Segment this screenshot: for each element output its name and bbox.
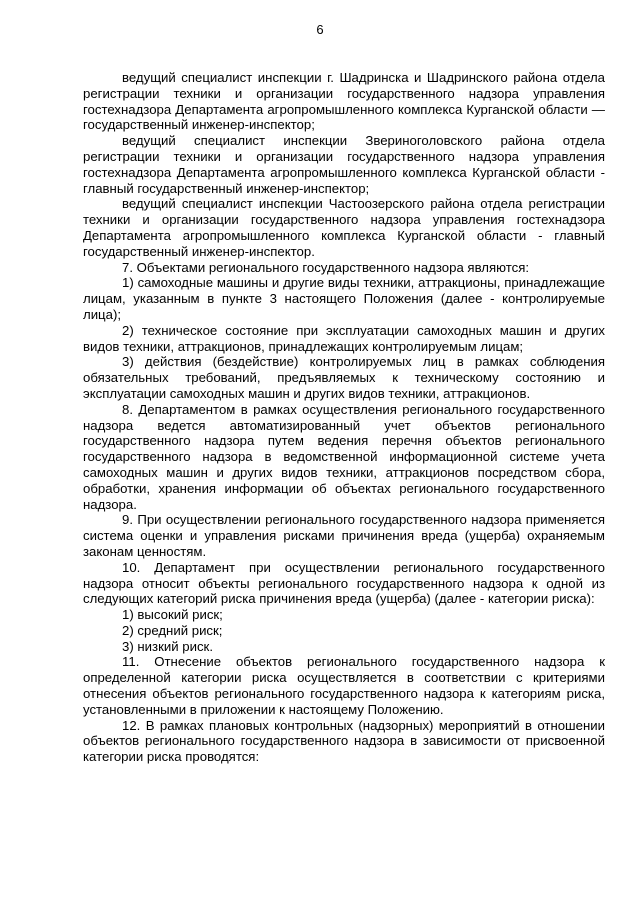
paragraph-item-12: 12. В рамках плановых контрольных (надзорных) мероприятий в отношении объектов регионального государственного надзора в зависимости от присвоенной категории риска проводятся: (83, 717, 605, 765)
paragraph-zverinogolovsky-inspector: ведущий специалист инспекции Звериноголовского района отдела регистрации техники и организации государственного надзора управления гостехнадзора Департамента агропромышленного комплекса Курганской области - главный государственный инженер-инспектор; (83, 133, 605, 196)
paragraph-risk-medium: 2) средний риск; (122, 622, 223, 638)
paragraph-item-10: 10. Департамент при осуществлении регионального государственного надзора относит объекты регионального государственного надзора к одной из следующих категорий риска причинения вреда (ущерба) (далее - категории риска): (83, 559, 605, 607)
paragraph-item-7: 7. Объектами регионального государственного надзора являются: (122, 259, 530, 275)
paragraph-item-8: 8. Департаментом в рамках осуществления регионального государственного надзора ведется автоматизированный учет объектов регионального государственного надзора путем ведения перечня объектов регионального государственного надзора в ведомственной информационной системе учета самоходных машин и других видов техники, аттракционов посредством сбора, обработки, хранения информации об объектах регионального государственного надзора. (83, 401, 605, 512)
paragraph-item-11: 11. Отнесение объектов регионального государственного надзора к определенной категории риска осуществляется в соответствии с критериями отнесения объектов регионального государственного надзора к категориям риска, установленными в приложении к настоящему Положению. (83, 654, 605, 717)
page-number: 6 (316, 22, 324, 37)
paragraph-item-7-3: 3) действия (бездействие) контролируемых лиц в рамках соблюдения обязательных требований, предъявляемых к техническому состоянию и эксплуатации самоходных машин и других видов техники, аттракционов. (83, 354, 605, 401)
paragraph-item-7-1: 1) самоходные машины и другие виды техники, аттракционы, принадлежащие лицам, указанным в пункте 3 настоящего Положения (далее - контролируемые лица); (83, 275, 605, 322)
paragraph-item-7-2: 2) техническое состояние при эксплуатации самоходных машин и других видов техники, аттракционов, принадлежащих контролируемым лицам; (83, 322, 605, 354)
paragraph-risk-high: 1) высокий риск; (122, 607, 223, 623)
paragraph-shadrinsk-inspector: ведущий специалист инспекции г. Шадринска и Шадринского района отдела регистрации техники и организации государственного надзора управления гостехнадзора Департамента агропромышленного комплекса Курганской области — государственный инженер-инспектор; (83, 70, 605, 133)
paragraph-risk-low: 3) низкий риск. (122, 638, 213, 654)
paragraph-item-9: 9. При осуществлении регионального государственного надзора применяется система оценки и управления рисками причинения вреда (ущерба) охраняемым законам ценностям. (83, 512, 605, 559)
document-body (83, 70, 605, 765)
paragraph-chastoozersky-inspector: ведущий специалист инспекции Частоозерского района отдела регистрации техники и организации государственного надзора управления гостехнадзора Департамента агропромышленного комплекса Курганской области - главный государственный инженер-инспектор. (83, 196, 605, 259)
